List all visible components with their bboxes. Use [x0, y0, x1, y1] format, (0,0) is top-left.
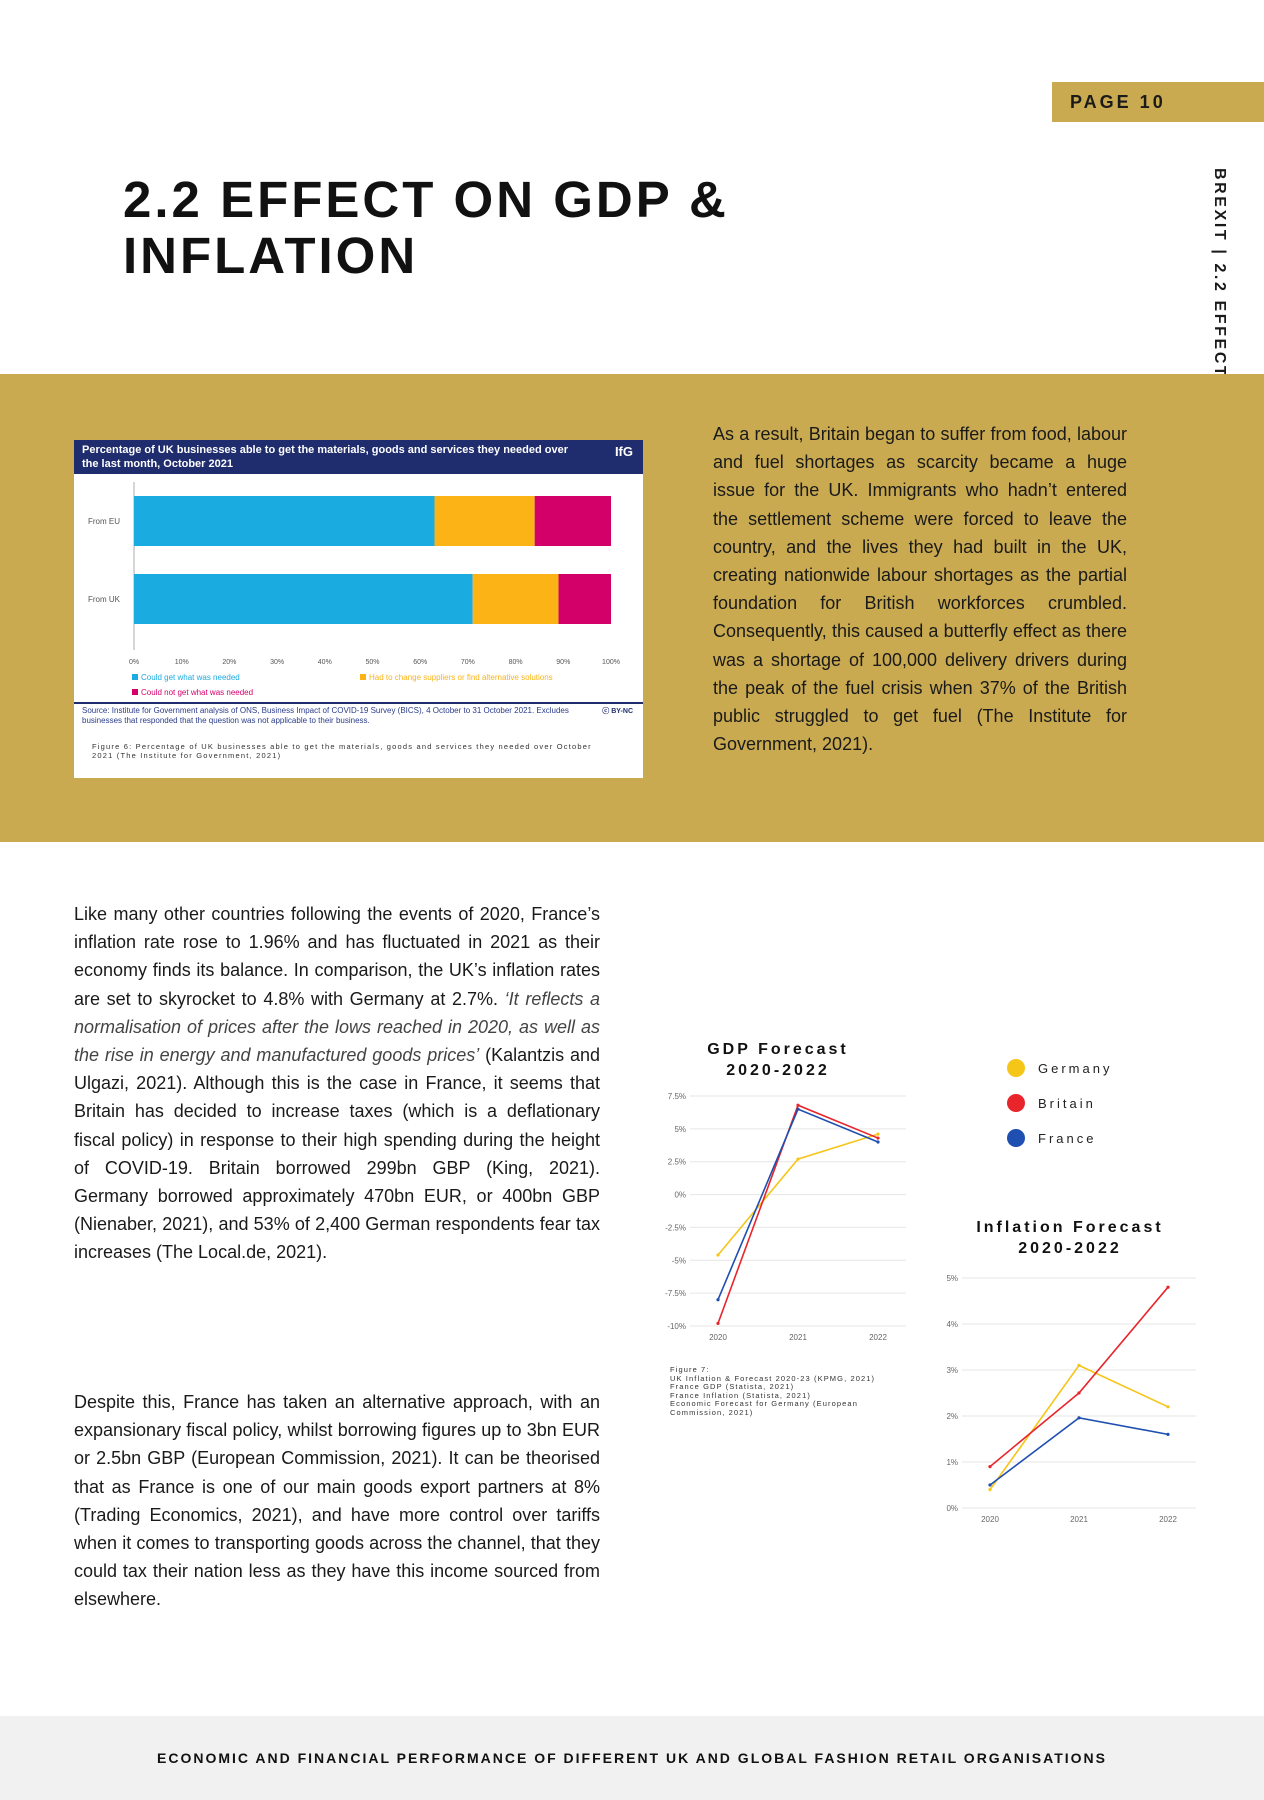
legend-dot-britain: [1007, 1094, 1025, 1112]
figure-6-card: [74, 440, 643, 778]
bar-category-label: From EU: [88, 517, 120, 526]
figure-6-bar-chart: [74, 474, 643, 702]
page-title-line2: INFLATION: [123, 227, 419, 284]
figure-7-caption-line: UK Inflation & Forecast 2020-23 (KPMG, 2021): [670, 1373, 876, 1383]
figure-7-caption-line: France GDP (Statista, 2021): [670, 1382, 795, 1391]
legend-swatch: [132, 689, 138, 695]
ifg-logo: IfG: [614, 444, 633, 459]
data-point: [988, 1488, 991, 1491]
y-tick-label: 7.5%: [667, 1092, 686, 1101]
body-paragraph-2: Despite this, France has taken an alternative approach, with an expansionary fiscal policy, whilst borrowing figures up to 3bn EUR or 2.5bn GBP (European Commission, 2021). It can be theorised that as France is one of our main goods export partners at 8% (Trading Economics, 2021), and have more control over tariffs when it comes to transporting goods across the channel, that they could tax their nation less as they have this income sourced from elsewhere.: [74, 1392, 600, 1610]
page-title: [123, 172, 823, 284]
y-tick-label: -7.5%: [665, 1289, 686, 1299]
paragraph-1-intro: Like many other countries following the events of 2020, France’s inflation rate rose to 1.96% and has fluctuated in 2021 as their economy finds its balance. In comparison, the UK’s inflation rates are set to skyrocket to 4.8% with Germany at 2.7%.: [74, 904, 600, 1009]
y-tick-label: 5%: [946, 1274, 958, 1283]
figure-6-header: [74, 440, 643, 474]
figure-6-divider: [74, 702, 643, 704]
legend-label: Could get what was needed: [141, 673, 240, 682]
y-tick-label: 2%: [946, 1412, 958, 1421]
data-point: [988, 1483, 991, 1486]
x-tick-label: 30%: [270, 659, 285, 666]
data-point: [876, 1140, 879, 1143]
x-tick-label: 90%: [556, 659, 571, 666]
y-tick-label: 5%: [674, 1124, 686, 1134]
y-tick-label: 2.5%: [667, 1157, 686, 1167]
x-tick-label: 0%: [128, 659, 140, 666]
bar-category-label: From UK: [88, 595, 120, 604]
figure-7-caption-line: France Inflation (Statista, 2021): [670, 1390, 811, 1400]
data-point: [876, 1133, 879, 1136]
chart-title-line: 2020-2022: [1018, 1240, 1122, 1257]
y-tick-label: -2.5%: [665, 1223, 686, 1233]
x-tick-label: 100%: [602, 659, 620, 666]
bar-segment: [559, 574, 611, 624]
figure-7-caption: [670, 1366, 910, 1417]
chart-title-line: 2020-2022: [726, 1062, 830, 1079]
legend-label: France: [1038, 1131, 1097, 1146]
cc-icon: ⓒ: [602, 708, 612, 715]
footer: [0, 1716, 1264, 1800]
series-line-germany: [990, 1365, 1168, 1489]
series-line-britain: [990, 1287, 1168, 1466]
x-tick-label: 2022: [1159, 1515, 1177, 1524]
body-paragraph-1: [74, 900, 600, 1267]
data-point: [988, 1465, 991, 1468]
figure-7-caption-line: Economic Forecast for Germany (European: [670, 1399, 858, 1408]
x-tick-label: 70%: [460, 659, 475, 666]
data-point: [716, 1322, 719, 1325]
x-tick-label: 20%: [222, 659, 237, 666]
chart-title-line: GDP Forecast: [707, 1041, 849, 1058]
y-tick-label: 4%: [946, 1320, 958, 1329]
x-tick-label: 2020: [981, 1515, 999, 1524]
data-point: [1077, 1364, 1080, 1367]
data-point: [1077, 1416, 1080, 1419]
data-point: [876, 1136, 879, 1139]
y-tick-label: -10%: [667, 1322, 686, 1331]
x-tick-label: 60%: [413, 659, 428, 666]
x-tick-label: 40%: [317, 659, 332, 666]
bar-segment: [134, 574, 473, 624]
data-point: [1077, 1391, 1080, 1394]
legend-swatch: [360, 674, 366, 680]
figure-7-caption-line: Commission, 2021): [670, 1407, 754, 1417]
data-point: [716, 1298, 719, 1301]
figure-6-caption: Figure 6: Percentage of UK businesses able to get the materials, goods and services they needed over October 2021 (The Institute for Government, 2021): [92, 742, 592, 760]
bar-segment: [435, 496, 535, 546]
x-tick-label: 2021: [789, 1333, 807, 1342]
figure-6-title: Percentage of UK businesses able to get the materials, goods and services they needed over the last month, October 2021: [82, 444, 568, 470]
legend-label: Had to change suppliers or find alternative solutions: [369, 673, 553, 682]
legend-dot-germany: [1007, 1059, 1025, 1077]
legend-swatch: [132, 674, 138, 680]
figure-7-caption-line: Figure 7:: [670, 1365, 710, 1374]
figure-6-source: Source: Institute for Government analysis of ONS, Business Impact of COVID-19 Survey (BICS), 4 October to 31 October 2021. Excludes businesses that responded that the question was not applicable to their business.: [82, 706, 569, 725]
cc-license-badge: [602, 706, 633, 716]
paragraph-1-quote: ‘It reflects a normalisation of prices after the lows reached in 2020, as well as the rise in energy and manufactured goods prices’: [74, 988, 600, 1066]
y-tick-label: 1%: [946, 1458, 958, 1467]
chart-title-line: Inflation Forecast: [976, 1219, 1164, 1236]
bar-segment: [473, 574, 559, 624]
y-tick-label: -5%: [671, 1256, 686, 1266]
data-point: [796, 1108, 799, 1111]
series-line-france: [718, 1109, 878, 1300]
page-title-line1: 2.2 EFFECT ON GDP &: [123, 171, 729, 228]
legend-label: Germany: [1038, 1061, 1113, 1076]
series-line-britain: [718, 1105, 878, 1323]
band-paragraph: As a result, Britain began to suffer from food, labour and fuel shortages as scarcity became a huge issue for the UK. Immigrants who hadn’t entered the settlement scheme were forced to leave the country, and the lives they had built in the UK, creating nationwide labour shortages as the partial foundation for British workforces crumbled. Consequently, this caused a butterfly effect as there was a shortage of 100,000 delivery drivers during the peak of the fuel crisis when 37% of the British public struggled to get fuel (The Institute for Government, 2021).: [713, 424, 1127, 755]
data-point: [716, 1253, 719, 1256]
bar-segment: [535, 496, 611, 546]
y-tick-label: 3%: [946, 1366, 958, 1375]
legend-label: Could not get what was needed: [141, 688, 254, 697]
x-tick-label: 2020: [709, 1333, 727, 1342]
x-tick-label: 10%: [174, 659, 189, 666]
y-tick-label: 0%: [674, 1190, 686, 1200]
data-point: [1166, 1405, 1169, 1408]
x-tick-label: 50%: [365, 659, 380, 666]
y-tick-label: 0%: [946, 1504, 958, 1513]
forecast-charts: [650, 1020, 1210, 1540]
legend-label: Britain: [1038, 1096, 1096, 1111]
legend-dot-france: [1007, 1129, 1025, 1147]
page-number-badge: PAGE 10: [1052, 82, 1264, 122]
data-point: [1166, 1433, 1169, 1436]
x-tick-label: 2022: [869, 1333, 887, 1342]
paragraph-1-rest: (Kalantzis and Ulgazi, 2021). Although this is the case in France, it seems that Britain has decided to increase taxes (which is a deflationary fiscal policy) in response to their high spending during the height of COVID-19. Britain borrowed 299bn GBP (King, 2021). Germany borrowed approximately 470bn EUR, or 400bn GBP (Nienaber, 2021), and 53% of 2,400 German respondents fear tax increases (The Local.de, 2021).: [74, 1045, 600, 1263]
data-point: [1166, 1286, 1169, 1289]
bar-segment: [134, 496, 435, 546]
cc-license-text: BY-NC: [611, 708, 633, 715]
x-tick-label: 80%: [508, 659, 523, 666]
data-point: [796, 1157, 799, 1160]
x-tick-label: 2021: [1070, 1515, 1088, 1524]
footer-text: ECONOMIC AND FINANCIAL PERFORMANCE OF DIFFERENT UK AND GLOBAL FASHION RETAIL ORGANISATIONS: [157, 1750, 1107, 1766]
data-point: [796, 1104, 799, 1107]
